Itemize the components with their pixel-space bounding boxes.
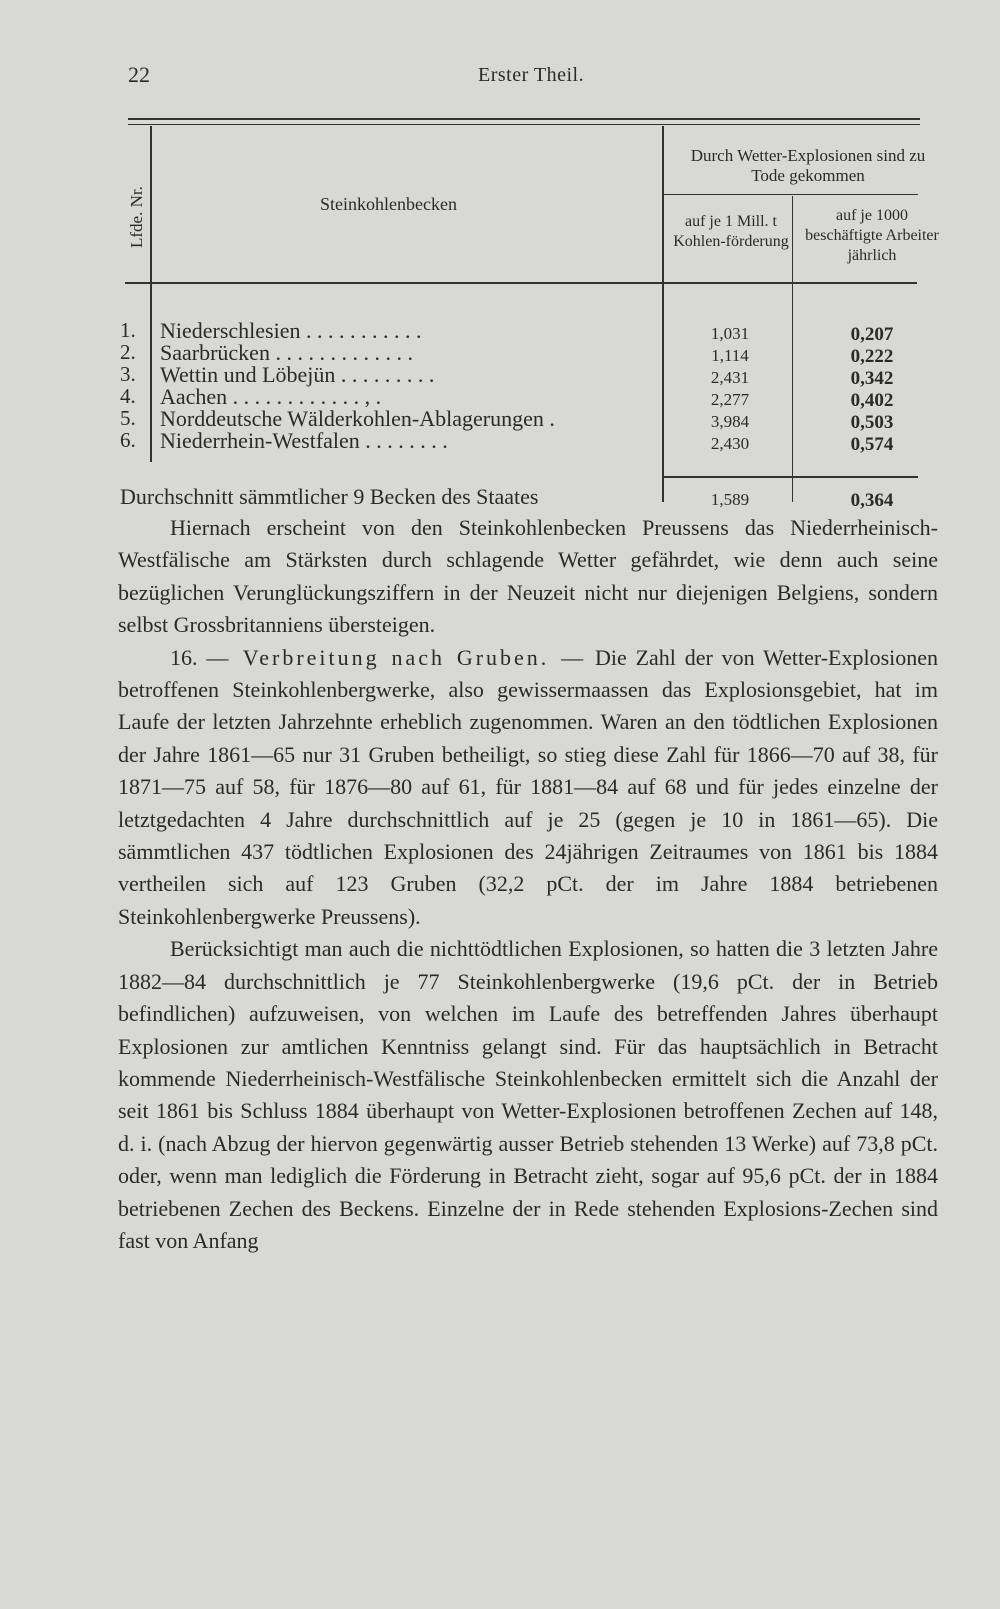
value-per-million: 1,114 xyxy=(711,346,749,365)
table-top-rule xyxy=(128,118,920,120)
value-per-thousand: 0,503 xyxy=(850,412,894,433)
value-per-million: 3,984 xyxy=(710,412,750,431)
row-number: 5. xyxy=(120,406,136,430)
value-per-million: 1,031 xyxy=(710,324,750,343)
col-header-per-thousand: auf je 1000 beschäftigte Arbeiter jährlich xyxy=(805,207,939,264)
value-per-million: 2,431 xyxy=(710,368,750,387)
value-per-million: 2,430 xyxy=(710,434,750,453)
table-row xyxy=(120,406,950,433)
body-text xyxy=(118,512,938,1257)
basin-name: Norddeutsche Wälderkohlen-Ablagerungen . xyxy=(160,406,555,431)
average-top-rule xyxy=(662,476,918,478)
row-number: 6. xyxy=(120,428,136,452)
average-per-thousand: 0,364 xyxy=(850,490,894,511)
section-heading: — Verbreitung nach Gruben. — xyxy=(206,644,587,670)
table-row xyxy=(120,318,950,345)
basin-name: Aachen . . . . . . . . . . . . , . xyxy=(160,384,382,409)
average-per-million: 1,589 xyxy=(710,490,750,509)
value-per-thousand: 0,574 xyxy=(850,434,894,455)
table-body xyxy=(120,318,950,455)
running-title: Erster Theil. xyxy=(478,64,585,86)
col-header-basin: Steinkohlenbecken xyxy=(320,194,457,214)
basin-name: Niederrhein-Westfalen . . . . . . . . xyxy=(160,428,448,453)
section-number: 16. xyxy=(170,644,198,670)
table-header xyxy=(125,128,945,288)
row-number: 1. xyxy=(120,318,136,342)
page-number: 22 xyxy=(128,62,150,87)
col-header-group: Durch Wetter-Explosionen sind zu Tode gekommen xyxy=(690,146,926,185)
value-per-million: 2,277 xyxy=(710,390,750,409)
basin-name: Saarbrücken . . . . . . . . . . . . . xyxy=(160,340,413,365)
table-row xyxy=(120,428,950,455)
basin-name: Niederschlesien . . . . . . . . . . . xyxy=(160,318,422,343)
average-label: Durchschnitt sämmtlicher 9 Becken des Staates xyxy=(120,484,539,509)
paragraph-2-text: Die Zahl der von Wetter-Explosionen betroffenen Steinkohlenbergwerke, also gewissermaassen das Explosionsgebiet, hat im Laufe der letzten Jahrzehnte erheblich zugenommen. Waren an den tödtlichen Explosionen der Jahre 1861—65 nur 31 Gruben betheiligt, so stieg diese Zahl für 1866—70 auf 38, für 1871—75 auf 58, für 1876—80 auf 61, für 1881—84 auf 68 und für jedes einzelne der letztgedachten 4 Jahre durchschnittlich auf je 25 (gegen je 10 in 1861—65). Die sämmtlichen 437 tödtlichen Explosionen des 24jährigen Zeitraumes von 1861 bis 1884 vertheilen sich auf 123 Gruben (32,2 pCt. der im Jahre 1884 betriebenen Steinkohlenbergwerke Preussens). xyxy=(118,644,939,929)
table-row xyxy=(120,362,950,389)
table-row xyxy=(120,340,950,367)
value-per-thousand: 0,342 xyxy=(850,368,894,389)
value-per-thousand: 0,222 xyxy=(850,346,894,367)
table-row xyxy=(120,384,950,411)
basin-name: Wettin und Löbejün . . . . . . . . . xyxy=(160,362,435,387)
value-per-thousand: 0,402 xyxy=(850,390,894,411)
row-number: 2. xyxy=(120,340,136,364)
running-header xyxy=(0,62,1000,92)
row-number: 3. xyxy=(120,362,136,386)
paragraph-1: Hiernach erscheint von den Steinkohlenbecken Preussens das Niederrheinisch-Westfälische am Stärksten durch schlagende Wetter gefährdet, wie denn auch seine bezüglichen Verunglückungsziffern in der Neuzeit nicht nur diejenigen Belgiens, sondern selbst Grossbritanniens übersteigen. xyxy=(118,515,938,638)
paragraph-3: Berücksichtigt man auch die nichttödtlichen Explosionen, so hatten die 3 letzten Jahre 1882—84 durchschnittlich je 77 Steinkohlenbergwerke (19,6 pCt. der in Betrieb befindlichen) aufzuweisen, von welchen im Laufe des betreffenden Jahres überhaupt Explosionen zur amtlichen Kenntniss gelangt sind. Für das hauptsächlich in Betracht kommende Niederrheinisch-Westfälische Steinkohlenbecken ermittelt sich die Anzahl der seit 1861 bis Schluss 1884 überhaupt von Wetter-Explosionen betroffenen Zechen auf 148, d. i. (nach Abzug der hiervon gegenwärtig ausser Betrieb stehenden 13 Werke) auf 73,8 pCt. oder, wenn man lediglich die Förderung in Betracht zieht, sogar auf 95,6 pCt. der in 1884 betriebenen Zechen des Beckens. Einzelne der in Rede stehenden Explosions-Zechen sind fast von Anfang xyxy=(118,936,938,1253)
paragraph-2 xyxy=(118,642,938,934)
table-average-row xyxy=(120,484,950,510)
col-header-per-million: auf je 1 Mill. t Kohlen-förderung xyxy=(673,213,789,250)
row-number: 4. xyxy=(120,384,136,408)
col-header-nr: Lfde. Nr. xyxy=(127,186,146,248)
value-per-thousand: 0,207 xyxy=(850,324,894,345)
table-top-rule-2 xyxy=(128,124,920,125)
